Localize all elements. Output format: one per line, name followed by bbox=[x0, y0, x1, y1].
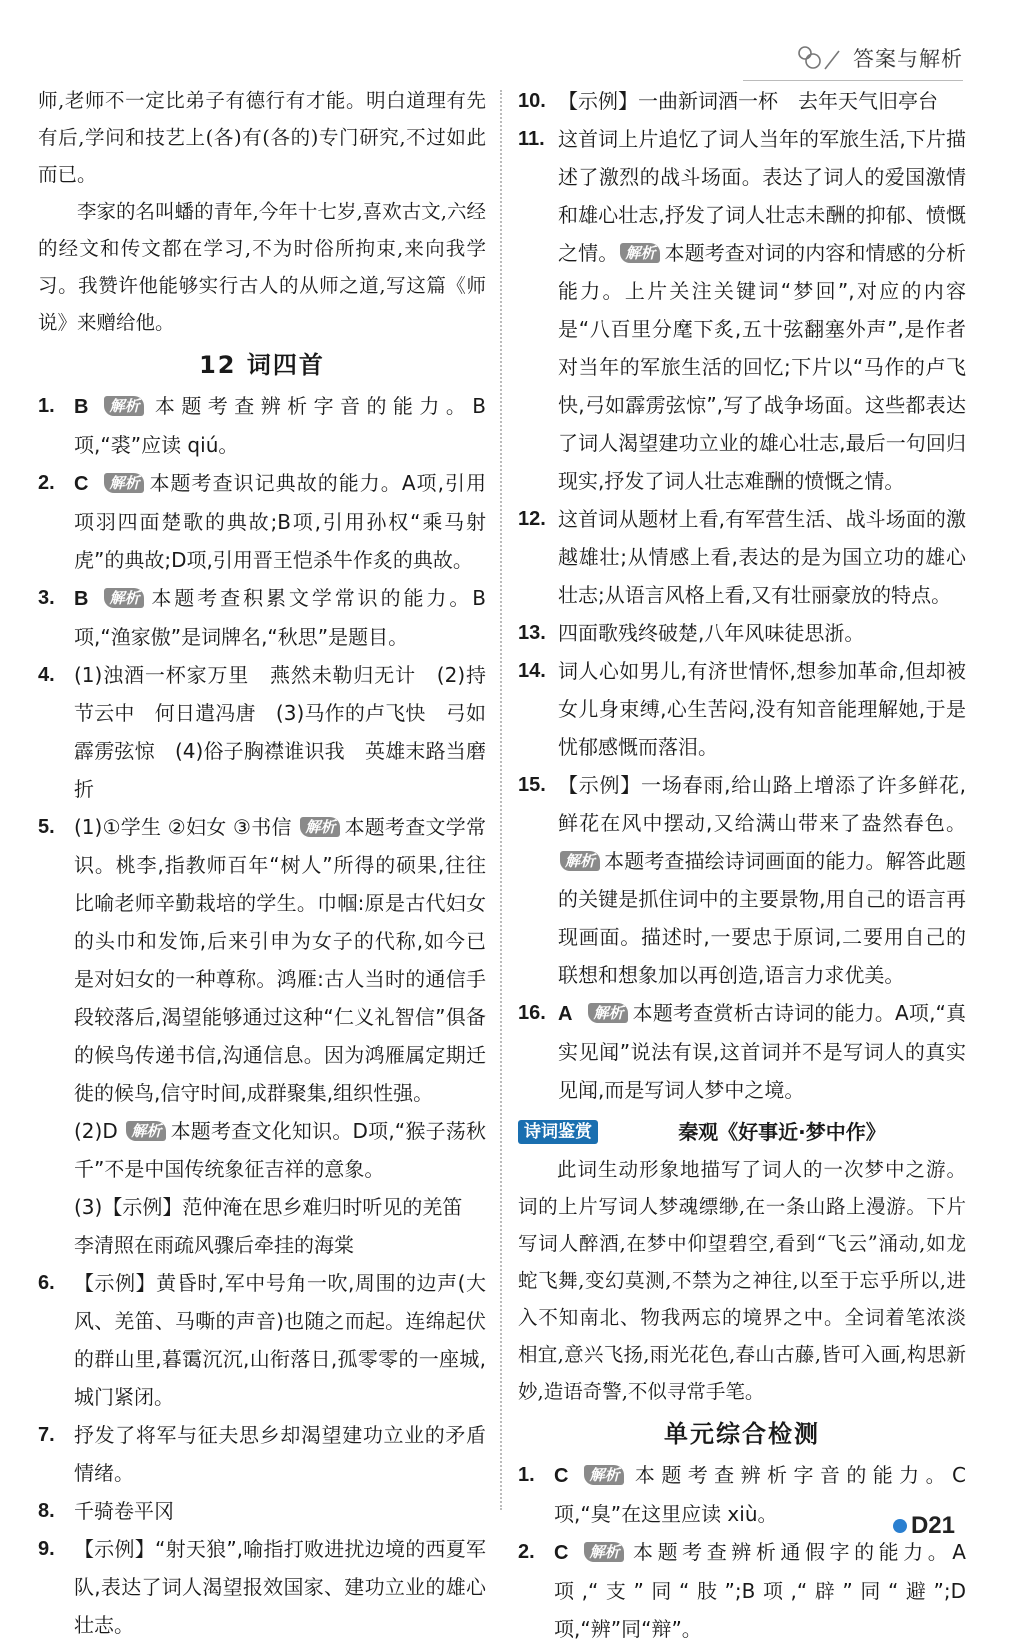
answer-item bbox=[38, 387, 486, 464]
item-5-analysis: 本题考查文学常识。桃李,指教师百年“树人”所得的硕果,往往比喻老师辛勤栽培的学生。巾帼:原是古代妇女的头巾和发饰,后来引申为女子的代称,如今已是对妇女的一种尊称。鸿雁:古人当时的通信手段较落后,渴望能够通过这种“仁义礼智信”俱备的候鸟传递书信,沟通信息。因为鸿雁属定期迁徙的候鸟,信守时间,成群聚集,组织性强。 bbox=[74, 815, 487, 1105]
item-body bbox=[558, 614, 966, 652]
item-body bbox=[558, 120, 966, 500]
item-body bbox=[558, 82, 966, 120]
item-number: 8. bbox=[38, 1500, 55, 1522]
header-rule bbox=[743, 80, 963, 81]
analysis-tag: 解析 bbox=[126, 1121, 166, 1141]
unit-test-title: 单元综合检测 bbox=[664, 1420, 820, 1448]
header-decoration-icon bbox=[791, 43, 843, 73]
answer-item bbox=[518, 120, 966, 500]
choice-answer: B bbox=[74, 588, 89, 610]
item-text: 本题考查赏析古诗词的能力。A项,“真实见闻”说法有误,这首词并不是写词人的真实见闻,而是写词人梦中之境。 bbox=[558, 1001, 966, 1102]
item-text: 【示例】一曲新词酒一杯 去年天气旧亭台 bbox=[558, 89, 938, 113]
item-body bbox=[74, 1264, 486, 1416]
left-answer-list-b bbox=[38, 1264, 486, 1644]
right-answer-list bbox=[518, 82, 966, 1109]
item-text: 本题考查积累文学常识的能力。B项,“渔家傲”是词牌名,“秋思”是题目。 bbox=[74, 586, 486, 649]
intro-paragraph-2: 李家的名叫蟠的青年,今年十七岁,喜欢古文,六经的经文和传文都在学习,不为时俗所拘束,来向我学习。我赞许他能够实行古人的从师之道,写这篇《师说》来赠给他。 bbox=[38, 200, 486, 334]
item-number: 2. bbox=[38, 472, 55, 494]
answer-item bbox=[518, 766, 966, 994]
left-column bbox=[38, 82, 486, 1644]
answer-item bbox=[38, 1264, 486, 1416]
item-5-lead: (1)①学生 ②妇女 ③书信 bbox=[74, 815, 292, 839]
analysis-tag: 解析 bbox=[300, 817, 340, 837]
item-number: 6. bbox=[38, 1272, 55, 1294]
header-title: 答案与解析 bbox=[853, 47, 963, 71]
item-body bbox=[74, 656, 486, 808]
analysis-tag: 解析 bbox=[584, 1542, 624, 1562]
item-text: 抒发了将军与征夫思乡却渴望建功立业的矛盾情绪。 bbox=[74, 1423, 486, 1485]
item-text: 【示例】“射天狼”,喻指打败进扰边境的西夏军队,表达了词人渴望报效国家、建功立业的雄心壮志。 bbox=[74, 1537, 486, 1637]
answer-item bbox=[518, 82, 966, 120]
poem-title: 秦观《好事近·梦中作》 bbox=[678, 1120, 886, 1144]
answer-item bbox=[518, 994, 966, 1109]
item-body bbox=[74, 464, 486, 579]
item-text: 这首词从题材上看,有军营生活、战斗场面的激越雄壮;从情感上看,表达的是为国立功的雄心壮志;从语言风格上看,又有壮丽豪放的特点。 bbox=[558, 507, 966, 607]
page-dot-icon bbox=[893, 1519, 907, 1533]
sub-2-analysis: 本题考查文化知识。D项,“猴子荡秋千”不是中国传统象征吉祥的意象。 bbox=[74, 1119, 487, 1181]
poem-appreciation-tag: 诗词鉴赏 bbox=[518, 1120, 598, 1144]
answer-item bbox=[38, 579, 486, 656]
item-number: 9. bbox=[38, 1538, 55, 1560]
item-5-sub-3-line-2: 李清照在雨疏风骤后牵挂的海棠 bbox=[74, 1233, 354, 1257]
answer-item bbox=[518, 652, 966, 766]
choice-answer: B bbox=[74, 396, 89, 418]
item-number: 14. bbox=[518, 660, 546, 682]
item-number: 5. bbox=[38, 816, 55, 838]
right-column bbox=[518, 82, 966, 1648]
item-5-sub-3-line-1: (3)【示例】范仲淹在思乡难归时听见的羌笛 bbox=[74, 1195, 463, 1219]
sub-2-lead: (2)D bbox=[74, 1119, 118, 1143]
analysis-tag: 解析 bbox=[620, 243, 660, 263]
page-number-text: D21 bbox=[910, 1512, 955, 1539]
item-number: 10. bbox=[518, 90, 546, 112]
item-text: 千骑卷平冈 bbox=[74, 1499, 174, 1523]
item-number: 1. bbox=[518, 1464, 535, 1486]
item-text: 本题考查辨析字音的能力。B项,“裘”应读 qiú。 bbox=[74, 394, 486, 457]
item-body bbox=[74, 1530, 486, 1644]
analysis-tag: 解析 bbox=[104, 396, 144, 416]
analysis-tag: 解析 bbox=[560, 851, 600, 871]
item-number: 3. bbox=[38, 587, 55, 609]
answer-item bbox=[518, 1533, 966, 1648]
item-analysis: 本题考查描绘诗词画面的能力。解答此题的关键是抓住词中的主要景物,用自己的语言再现画面。描述时,一要忠于原词,二要用自己的联想和想象加以再创造,语言力求优美。 bbox=[558, 849, 966, 987]
item-text: 【示例】黄昏时,军中号角一吹,周围的边声(大风、羌笛、马嘶的声音)也随之而起。连绵起伏的群山里,暮霭沉沉,山衔落日,孤零零的一座城,城门紧闭。 bbox=[74, 1271, 486, 1409]
item-text: (1)浊酒一杯家万里 燕然未勒归无计 (2)持节云中 何日遣冯唐 (3)马作的卢飞快 弓如霹雳弦惊 (4)俗子胸襟谁识我 英雄末路当磨折 bbox=[74, 663, 486, 801]
item-number: 13. bbox=[518, 622, 546, 644]
unit-answer-list bbox=[518, 1456, 966, 1648]
item-number: 11. bbox=[518, 128, 545, 150]
poem-appreciation-header bbox=[518, 1113, 966, 1151]
analysis-tag: 解析 bbox=[584, 1465, 624, 1485]
item-number: 4. bbox=[38, 664, 55, 686]
item-number: 7. bbox=[38, 1424, 55, 1446]
item-body bbox=[558, 994, 966, 1109]
poem-appreciation-text: 此词生动形象地描写了词人的一次梦中之游。词的上片写词人梦魂缥缈,在一条山路上漫游。下片写词人醉酒,在梦中仰望碧空,看到“飞云”涌动,如龙蛇飞舞,变幻莫测,不禁为之神往,以至于忘乎所以,进入不知南北、物我两忘的境界之中。全词着笔浓淡相宜,意兴飞扬,雨光花色,春山古藤,皆可入画,构思新妙,造语奇警,不似寻常手笔。 bbox=[518, 1158, 966, 1403]
analysis-tag: 解析 bbox=[104, 473, 144, 493]
item-5-sub-2 bbox=[38, 1112, 486, 1188]
item-text: 本题考查辨析字音的能力。C项,“臭”在这里应读 xiù。 bbox=[554, 1463, 966, 1526]
item-number: 15. bbox=[518, 774, 546, 796]
item-body bbox=[74, 579, 486, 656]
item-number: 2. bbox=[518, 1541, 535, 1563]
item-body bbox=[74, 387, 486, 464]
item-text: 【示例】一场春雨,给山路上增添了许多鲜花,鲜花在风中摆动,又给满山带来了盎然春色。 bbox=[558, 773, 966, 835]
item-body bbox=[554, 1533, 966, 1648]
item-text: 这首词上片追忆了词人当年的军旅生活,下片描述了激烈的战斗场面。表达了词人的爱国激情和雄心壮志,抒发了词人壮志未酬的抑郁、愤慨之情。 bbox=[558, 127, 966, 265]
answer-item bbox=[518, 500, 966, 614]
answer-item bbox=[38, 656, 486, 808]
choice-answer: C bbox=[554, 1465, 569, 1487]
left-answer-list bbox=[38, 387, 486, 808]
choice-answer: C bbox=[554, 1542, 569, 1564]
answer-item bbox=[38, 464, 486, 579]
item-text: 词人心如男儿,有济世情怀,想参加革命,但却被女儿身束缚,心生苦闷,没有知音能理解她,于是忧郁感慨而落泪。 bbox=[558, 659, 966, 759]
answer-item bbox=[38, 1492, 486, 1530]
choice-answer: C bbox=[74, 473, 89, 495]
page-number bbox=[893, 1512, 955, 1540]
item-text: 本题考查识记典故的能力。A项,引用项羽四面楚歌的典故;B项,引用孙权“乘马射虎”的典故;D项,引用晋王恺杀牛作炙的典故。 bbox=[74, 471, 486, 572]
choice-answer: A bbox=[558, 1003, 573, 1025]
item-body bbox=[74, 1492, 486, 1530]
page-header bbox=[791, 40, 963, 76]
item-number: 12. bbox=[518, 508, 546, 530]
answer-item bbox=[518, 614, 966, 652]
item-body bbox=[558, 500, 966, 614]
analysis-tag: 解析 bbox=[104, 588, 144, 608]
item-number: 1. bbox=[38, 395, 55, 417]
item-text: 四面歌残终破楚,八年风味徒思浙。 bbox=[558, 621, 865, 645]
item-text: 本题考查辨析通假字的能力。A项,“支”同“肢”;B项,“辟”同“避”;D项,“辨”同“辩”。 bbox=[554, 1540, 966, 1641]
intro-paragraph-1: 师,老师不一定比弟子有德行有才能。明白道理有先有后,学问和技艺上(各)有(各的)专门研究,不过如此而已。 bbox=[38, 89, 486, 186]
section-title: 12 词四首 bbox=[199, 351, 325, 379]
answer-item bbox=[38, 1416, 486, 1492]
item-number: 16. bbox=[518, 1002, 546, 1024]
column-divider bbox=[500, 90, 502, 1510]
answer-item-5 bbox=[38, 808, 486, 1112]
answer-item bbox=[38, 1530, 486, 1644]
item-body bbox=[74, 1416, 486, 1492]
item-body bbox=[558, 766, 966, 994]
item-analysis: 本题考查对词的内容和情感的分析能力。上片关注关键词“梦回”,对应的内容是“八百里分麾下炙,五十弦翻塞外声”,是作者对当年的军旅生活的回忆;下片以“马作的卢飞快,弓如霹雳弦惊”,写了战争场面。这些都表达了词人渴望建功立业的雄心壮志,最后一句回归现实,抒发了词人壮志难酬的愤慨之情。 bbox=[558, 241, 967, 493]
item-body bbox=[558, 652, 966, 766]
analysis-tag: 解析 bbox=[588, 1003, 628, 1023]
